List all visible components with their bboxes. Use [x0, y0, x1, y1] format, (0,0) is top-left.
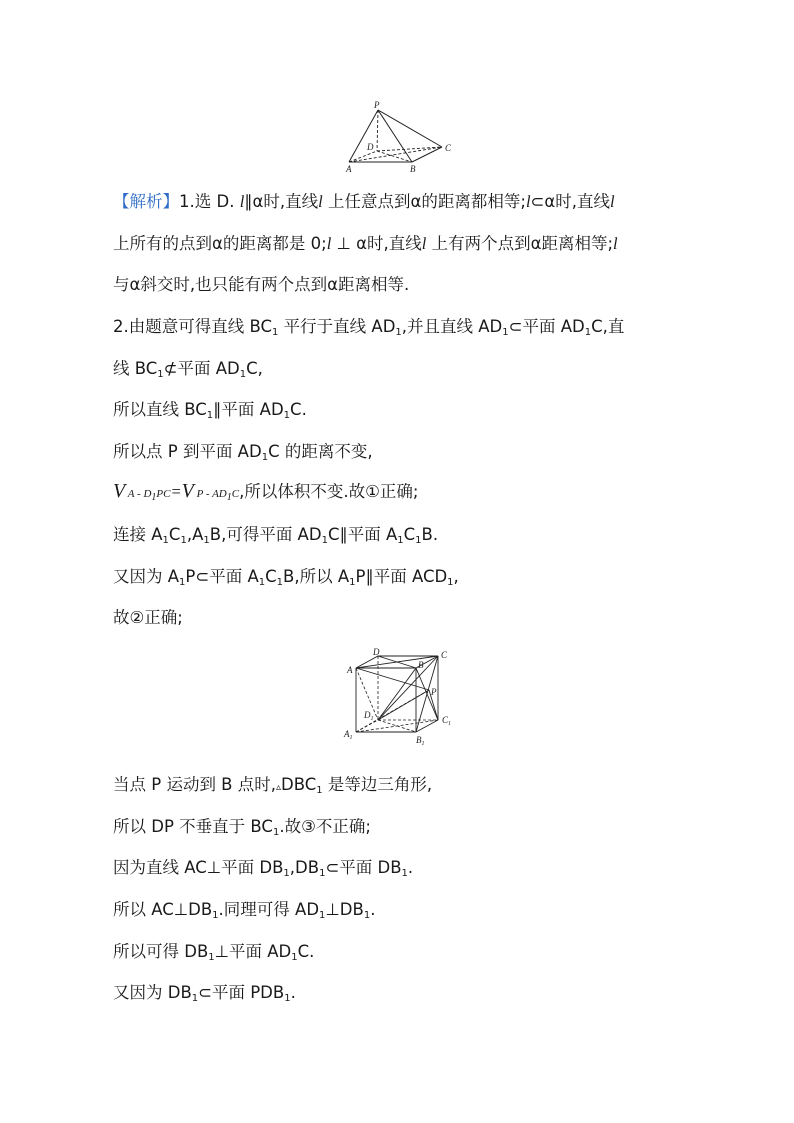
text-line-2: 上所有的点到α的距离都是 0;l ⊥ α时,直线l 上有两个点到α距离相等;l	[113, 234, 618, 253]
label-A: A	[347, 665, 353, 675]
label-P: P	[431, 687, 437, 697]
label-A1: $A_1$	[344, 729, 353, 741]
label-C: C	[445, 143, 452, 153]
text-line-11: 故②正确;	[113, 608, 183, 627]
text-line-13: 所以 DP 不垂直于 $BC_1$.故③不正确;	[113, 817, 371, 838]
text-line-17: 又因为 $DB_1\subset$平面 $PDB_1$.	[113, 983, 296, 1004]
text-line-10: 又因为 $A_1P\subset$平面 $A_1C_1B$,所以 $A_1P\parallel$平面 $ACD_1$,	[113, 567, 459, 588]
label-P: P	[374, 100, 380, 110]
text-line-6: 所以直线 $BC_1\parallel$平面 $AD_1C$.	[113, 400, 307, 421]
text-line-7: 所以点 P 到平面 $AD_1C$ 的距离不变,	[113, 442, 373, 463]
text-line-12: 当点 P 运动到 B 点时$,▵DBC_1$ 是等边三角形,	[113, 775, 433, 796]
label-C: C	[441, 650, 448, 660]
cube-figure	[336, 646, 461, 750]
label-B: B	[418, 660, 424, 670]
analysis-bracket: 【解析】	[113, 192, 179, 211]
text-line-15: 所以 $AC\perp DB_1$.同理可得 $AD_1\perp DB_1$.	[113, 900, 376, 921]
label-C1: $C_1$	[442, 715, 452, 727]
text-line-3: 与α斜交时,也只能有两个点到α距离相等.	[113, 275, 410, 294]
text-line-5: 线 $BC_1⊄$平面 $AD_1C$,	[113, 359, 263, 380]
pyramid-figure	[340, 98, 460, 176]
text-line-9: 连接 $A_1C_1,A_1B$,可得平面 $AD_1C\parallel$平面 $A_1C_1B$.	[113, 525, 439, 546]
label-D1: $D_1$	[364, 710, 374, 722]
label-D: D	[367, 142, 374, 152]
label-B1: $B_1$	[416, 735, 425, 747]
label-A: A	[346, 164, 352, 174]
text-line-1: 【解析】1.选 D. l∥α时,直线l 上任意点到α的距离都相等;l⊂α时,直线l	[113, 192, 615, 211]
text-line-8-volume: V $A - D_1PC=V$ P - $AD_1C$,所以体积不变.故①正确;	[113, 480, 419, 503]
text-line-14: 因为直线 AC⊥平面 $DB_1,DB_1\subset$平面 $DB_1$.	[113, 858, 414, 879]
text-line-4: 2.由题意可得直线 $BC_1$ 平行于直线 $AD_1$,并且直线 $AD_1\subset$平面 $AD_1C$,直	[113, 317, 625, 338]
label-D: D	[373, 647, 380, 657]
text-line-16: 所以可得 $DB_1\perp$平面 $AD_1C$.	[113, 942, 315, 963]
label-B: B	[410, 164, 416, 174]
